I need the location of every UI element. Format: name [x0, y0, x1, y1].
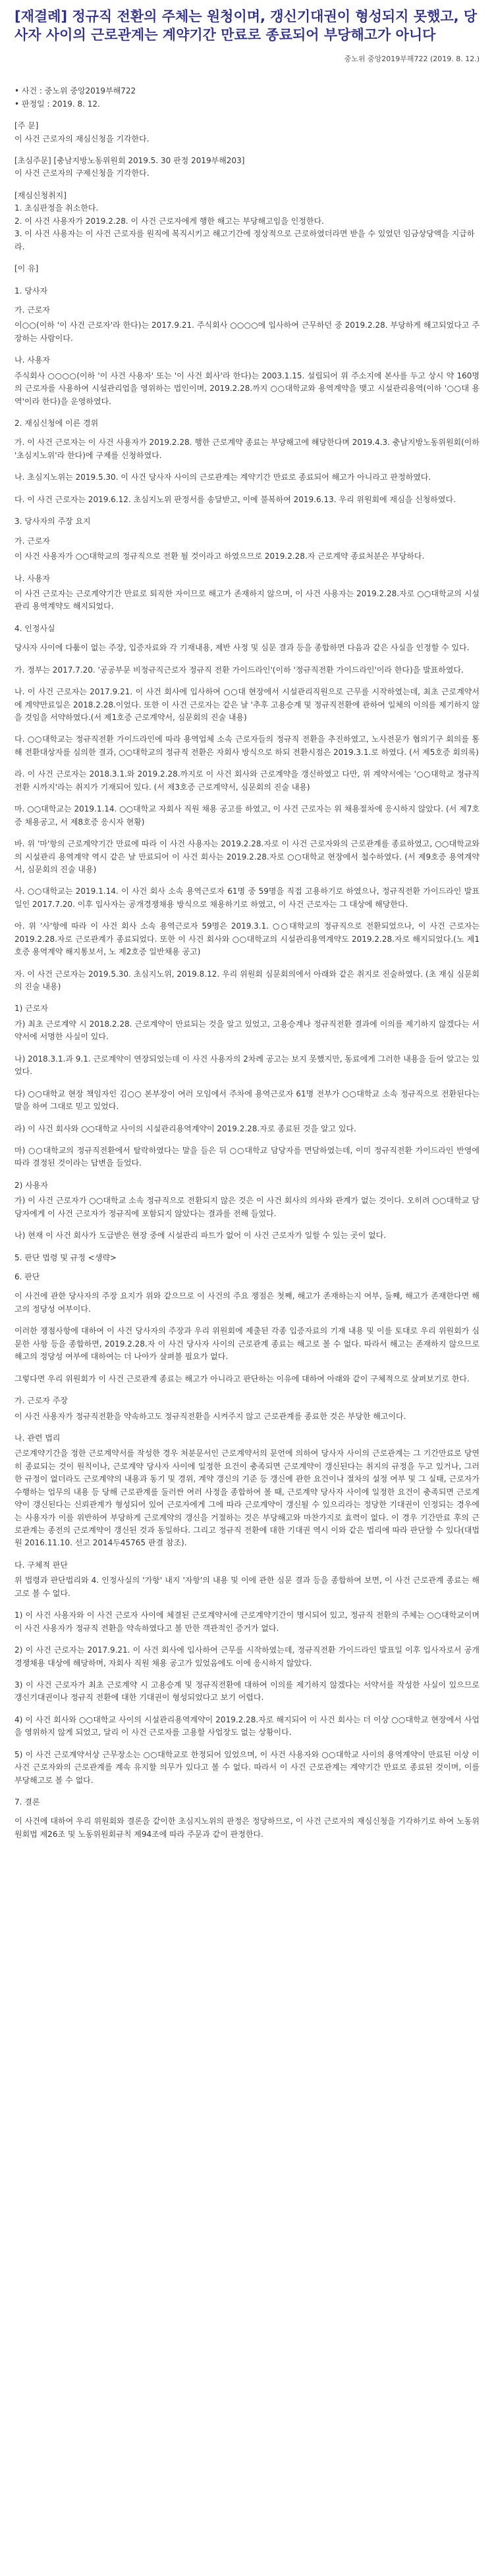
- body-paragraph: 이 사건 사용자가 ○○대학교의 정규직으로 전환 될 것이라고 하였으므로 2019.2.28.자 근로계약 종료처분은 부당하다.: [14, 552, 425, 561]
- subsection-heading: 가. 근로자 주장: [14, 1396, 68, 1406]
- body-paragraph: 이 사건 근로자는 근로계약기간 만료로 퇴직한 자이므로 해고가 존재하지 않으며, 이 사건 사용자는 2019.2.28.자로 ○○대학교의 시설관리 용역계약도 해지되었다.: [14, 588, 480, 611]
- body-paragraph: 나. 초심지노위는 2019.5.30. 이 사건 당사자 사이의 근로관계는 계약기간 만료로 종료되어 해고가 아니라고 판정하였다.: [14, 473, 431, 482]
- body-paragraph: 근로계약기간을 정한 근로계약서를 작성한 경우 처분문서인 근로계약서의 문언에 의하여 당사자 사이의 근로관계는 그 기간만료로 당연히 종료되는 것이 원칙이나, 근로계약 당사자 사이에 일정한 요건이 충족되면 근로계약이 갱신된다는 취지의 규정을 두고 있거나, 그러한 규정이 없더라도 근로계약의 내용과 동기 및 경위, 계약 갱신의 기준 등 갱신에 관한 요건이나 절차의 설정 여부 및 그 실태, 근로자가 수행하는 업무의 내용 등 당해 근로관계를 둘러싼 여러 사정을 종합하여 볼 때, 근로계약 당사자 사이에 일정한 요건이 충족되면 근로계약이 갱신된다는 신뢰관계가 형성되어 있어 근로자에게 그에 따라 근로계약이 갱신될 수 있으리라는 정당한 기대권이 인정되는 경우에는 사용자가 이를 위반하여 부당하게 근로계약의 갱신을 거절하는 것은 부당해고와 마찬가지로 효력이 없다. 이 경우 기간만료 후의 근로관계는 종전의 근로계약이 갱신된 것과 동일하다. 그리고 정규직 전환에 대한 기대권 역시 이와 같은 법리에 따라 판단할 수 있다(대법원 2016.11.10. 선고 2014두45765 판결 참조).: [14, 1449, 480, 1548]
- body-paragraph: 다) ○○대학교 현장 책임자인 김○○ 본부장이 여러 모임에서 주차에 용역근로자 61명 전부가 ○○대학교 소속 정규직으로 전환된다는 말을 하여 그대로 믿고 있었다.: [14, 1089, 480, 1112]
- body-paragraph: 마) ○○대학교의 정규직전환에서 탈락하였다는 말을 들은 뒤 ○○대학교 담당자를 면담하였는데, 이미 정규직전환 가이드라인 반영에 따라 결정된 것이라는 답변을 들었다.: [14, 1145, 480, 1168]
- body-paragraph: 마. ○○대학교는 2019.1.14. ○○대학교 자회사 직원 채용 공고를 하였고, 이 사건 근로자는 위 채용절차에 응시하지 않았다. (서 제7호증 채용공고, 서 제8호증 응시자 현황): [14, 804, 480, 827]
- body-paragraph: 위 법령과 판단법리와 4. 인정사실의 '가항' 내지 '자항'의 내용 및 이에 관한 심문 결과 등을 종합하여 보면, 이 사건 근로관계 종료는 해고로 볼 수 없다.: [14, 1576, 480, 1598]
- body-paragraph: 2) 이 사건 근로자는 2017.9.21. 이 사건 회사에 입사하여 근무를 시작하였는데, 정규직전환 가이드라인 발표일 이후 입사자로서 공개경쟁채용 대상에 해당하며, 자회사 직원 채용 공고가 있었음에도 이에 응시하지 않았다.: [14, 1645, 480, 1668]
- case-number: 중노위 중앙2019부해722 (2019. 8. 12.): [344, 55, 480, 64]
- body-paragraph: 가) 이 사건 근로자가 ○○대학교 소속 정규직으로 전환되지 않은 것은 이 사건 회사의 의사와 관계가 없는 것이다. 오히려 ○○대학교 담당자에게 이 사건 근로자가 정규직에 포함되지 않았다는 결과를 전해 들었다.: [14, 1196, 480, 1218]
- subsection-heading: 다. 구체적 판단: [14, 1560, 68, 1570]
- body-paragraph: 이 사건에 대하여 우리 위원회와 결론을 같이한 초심지노위의 판정은 정당하므로, 이 사건 근로자의 재심신청을 기각하기로 하여 노동위원회법 제26조 및 노동위원회규칙 제94조에 따라 주문과 같이 판정한다.: [14, 1816, 480, 1839]
- body-paragraph: 가. 정부는 2017.7.20. '공공부문 비정규직근로자 정규직 전환 가이드라인'(이하 '정규직전환 가이드라인'이라 한다)을 발표하였다.: [14, 665, 464, 675]
- document-title: [재결례] 정규직 전환의 주체는 원청이며, 갱신기대권이 형성되지 못했고, 당사자 사이의 근로관계는 계약기간 만료로 종료되어 부당해고가 아니다: [14, 9, 478, 43]
- section-heading: 6. 판단: [14, 1272, 40, 1281]
- request-item: 2. 이 사건 사용자가 2019.2.28. 이 사건 근로자에게 행한 해고는 부당해고임을 인정한다.: [14, 216, 324, 226]
- subsection-heading: 나. 관련 법리: [14, 1433, 61, 1443]
- body-paragraph: 바. 위 '마'항의 근로계약기간 만료에 따라 이 사건 사용자는 2019.2.28.자로 이 사건 근로자와의 근로관계를 종료하였고, ○○대학교와의 시설관리 용역계약 역시 같은 날 만료되어 이 사건 회사는 2019.2.28.자로 ○○대학교 현장에서 철수하였다. (서 제9호증 용역계약서, 심문회의 진술 내용): [14, 839, 480, 874]
- body-paragraph: 4) 이 사건 회사와 ○○대학교 사이의 시설관리용역계약이 2019.2.28.자로 해지되어 이 사건 회사는 더 이상 ○○대학교 현장에서 사업을 영위하지 않게 되었고, 달리 이 사건 근로자를 고용할 사업장도 없는 상황이다.: [14, 1714, 480, 1738]
- body-paragraph: 이러한 쟁점사항에 대하여 이 사건 당사자의 주장과 우리 위원회에 제출된 각종 입증자료의 기재 내용 및 이를 토대로 우리 위원회가 심문한 사항 등을 종합하면, 2019.2.28.자 이 사건 당사자 사이의 근로관계 종료는 해고로 볼 수 없다. 따라서 해고는 존재하지 않으므로 해고의 정당성 여부에 대하여는 더 나아가 살펴볼 필요가 없다.: [14, 1326, 480, 1362]
- section-heading: 7. 결론: [14, 1797, 40, 1807]
- body-paragraph: 라) 이 사건 회사와 ○○대학교 사이의 시설관리용역계약이 2019.2.28.자로 종료된 것을 알고 있다.: [14, 1123, 356, 1133]
- case-meta: [14, 85, 480, 111]
- sub-subsection-heading: 1) 근로자: [14, 1004, 48, 1014]
- initial-decision-header: [초심주문] [충남지방노동위원회 2019.5. 30 판정 2019부해203]: [14, 156, 245, 165]
- body-paragraph: 당사자 사이에 다툼이 없는 주장, 입증자료와 각 기재내용, 제반 사정 및 심문 결과 등을 종합하면 다음과 같은 사실을 인정할 수 있다.: [14, 643, 470, 653]
- section-heading: 1. 당사자: [14, 286, 48, 296]
- subsection-heading: 나. 사용자: [14, 355, 50, 365]
- request-header: [재심신청취지]: [14, 190, 67, 200]
- request-block: [14, 190, 480, 253]
- body-paragraph: 나) 2018.3.1.과 9.1. 근로계약이 연장되었는데 이 사건 사용자의 2차례 공고는 보지 못했지만, 동료에게 그러한 내용을 들어 알고는 있었다.: [14, 1054, 480, 1077]
- holding-block: [14, 120, 480, 145]
- body-paragraph: 다. ○○대학교는 정규직전환 가이드라인에 따라 용역업체 소속 근로자들의 정규직 전환을 추진하였고, 노사전문가 협의기구 회의를 통해 전환대상자를 심의한 결과, ○○대학교의 정규직 전환은 자회사 방식으로 하되 전환시점은 2019.3.1.로 하였다. (서 제5호증 회의록): [14, 734, 480, 757]
- initial-decision-block: [14, 155, 480, 180]
- body-paragraph: 5) 이 사건 근로계약서상 근무장소는 ○○대학교로 한정되어 있었으며, 이 사건 사용자와 ○○대학교 사이의 용역계약이 만료된 이상 이 사건 근로자와의 근로관계를 계속 유지할 의무가 있다고 볼 수 없다. 따라서 이 사건 근로관계는 계약기간 만료로 종료된 것이며, 이를 부당해고로 볼 수 없다.: [14, 1749, 480, 1785]
- meta-date: • 판정일 : 2019. 8. 12.: [14, 99, 100, 109]
- holding-header: [주 문]: [14, 121, 39, 131]
- section-heading: 5. 판단 법령 및 규정 <생략>: [14, 1252, 117, 1262]
- body-paragraph: 3) 이 사건 근로자가 최초 근로계약 시 고용승계 및 정규직전환에 대하여 이의를 제기하지 않겠다는 서약서를 작성한 사실이 있으므로 갱신기대권이나 정규직 전환에 대한 기대권이 형성되었다고 보기 어렵다.: [14, 1680, 480, 1703]
- body-paragraph: 나) 현재 이 사건 회사가 도급받은 현장 중에 시설관리 파트가 없어 이 사건 근로자가 일할 수 있는 곳이 없다.: [14, 1231, 387, 1241]
- body-paragraph: 라. 이 사건 근로자는 2018.3.1.와 2019.2.28.까지로 이 사건 회사와 근로계약을 갱신하였고 다만, 위 계약서에는 '○○대학교 정규직 전환 시까지'라는 취지가 기재되어 있다. (서 제3호증 근로계약서, 심문회의 진술 내용): [14, 769, 480, 792]
- subsection-heading: 가. 근로자: [14, 536, 50, 546]
- body-paragraph: 나. 이 사건 근로자는 2017.9.21. 이 사건 회사에 입사하여 ○○대 현장에서 시설관리직원으로 근무를 시작하였는데, 최초 근로계약서에 계약만료일은 2018.2.28.이었다. 또한 이 사건 근로자는 같은 날 '추후 고용승계 및 정규직전환에 관하여 일체의 이의를 제기하지 않을 것임을 서약하였다.(서 제1호증 근로계약서, 심문회의 진술 내용): [14, 687, 480, 722]
- body-paragraph: 1) 이 사건 사용자와 이 사건 근로자 사이에 체결된 근로계약서에 근로계약기간이 명시되어 있고, 정규직 전환의 주체는 ○○대학교이며 이 사건 사용자가 정규직 전환을 약속하였다고 볼 만한 객관적인 증거가 없다.: [14, 1610, 480, 1633]
- body-paragraph: 이○○(이하 '이 사건 근로자'라 한다)는 2017.9.21. 주식회사 ○○○○에 입사하여 근무하던 중 2019.2.28. 부당하게 해고되었다고 주장하는 사람이다.: [14, 321, 480, 343]
- body-paragraph: 이 사건 사용자가 정규직전환을 약속하고도 정규직전환을 시켜주지 않고 근로관계를 종료한 것은 부당한 해고이다.: [14, 1411, 406, 1421]
- holding-text: 이 사건 근로자의 재심신청을 기각한다.: [14, 134, 150, 143]
- request-item: 1. 초심판정을 취소한다.: [14, 203, 99, 213]
- initial-decision-text: 이 사건 근로자의 구제신청을 기각한다.: [14, 168, 150, 178]
- section-heading: 3. 당사자의 주장 요지: [14, 517, 91, 527]
- subsection-heading: 나. 사용자: [14, 573, 50, 583]
- section-heading: 4. 인정사실: [14, 623, 55, 633]
- reason-header-block: [14, 263, 480, 275]
- sub-subsection-heading: 2) 사용자: [14, 1180, 48, 1190]
- body-paragraph: 아. 위 '사'항에 따라 이 사건 회사 소속 용역근로자 59명은 2019.3.1. ○○대학교의 정규직으로 전환되었으나, 이 사건 근로자는 2019.2.28.자로 근로관계가 종료되었다. 또한 이 사건 회사와 ○○대학교의 시설관리용역계약도 2019.2.28.자로 해지되었다.(노 제1호증 용역계약 해지통보서, 노 제2호증 일반채용 공고): [14, 921, 480, 957]
- request-item: 3. 이 사건 사용자는 이 사건 근로자를 원직에 복직시키고 해고기간에 정상적으로 근로하였더라면 받을 수 있었던 임금상당액을 지급하라.: [14, 229, 475, 251]
- body-paragraph: 가. 이 사건 근로자는 이 사건 사용자가 2019.2.28. 행한 근로계약 종료는 부당해고에 해당한다며 2019.4.3. 충남지방노동위원회(이하 '초심지노위'라 한다)에 구제를 신청하였다.: [14, 438, 480, 460]
- reasoning-body: [14, 285, 480, 1842]
- meta-case: • 사건 : 중노위 중앙2019부해722: [14, 86, 136, 96]
- body-paragraph: 이 사건에 관한 당사자의 주장 요지가 위와 같으므로 이 사건의 주요 쟁점은 첫째, 해고가 존재하는지 여부, 둘째, 해고가 존재한다면 해고의 정당성 여부이다.: [14, 1291, 480, 1314]
- body-paragraph: 자. 이 사건 근로자는 2019.5.30. 초심지노위, 2019.8.12. 우리 위원회 심문회의에서 아래와 같은 취지로 진술하였다. (초 재심 심문회의 진술 내용): [14, 969, 480, 991]
- section-heading: 2. 재심신청에 이른 경위: [14, 419, 99, 428]
- reason-header: [이 유]: [14, 264, 39, 274]
- body-paragraph: 그렇다면 우리 위원회가 이 사건 근로관계 종료는 해고가 아니라고 판단하는 이유에 대하여 아래와 같이 구체적으로 살펴보기로 한다.: [14, 1374, 470, 1383]
- body-paragraph: 가) 최초 근로계약 시 2018.2.28. 근로계약이 만료되는 것을 알고 있었고, 고용승계나 정규직전환 결과에 이의를 제기하지 않겠다는 서약서에 서명한 사실이 있다.: [14, 1019, 480, 1042]
- body-paragraph: 다. 이 사건 근로자는 2019.6.12. 초심지노위 판정서를 송달받고, 이에 불복하여 2019.6.13. 우리 위원회에 재심을 신청하였다.: [14, 494, 456, 504]
- body-paragraph: 주식회사 ○○○○(이하 '이 사건 사용자' 또는 '이 사건 회사'라 한다)는 2003.1.15. 설립되어 위 주소지에 본사를 두고 상시 약 160명의 근로자를 사용하여 시설관리업을 영위하는 법인이며, 2019.2.28.까지 ○○대학교와 용역계약을 맺고 시설관리용역(이하 '○○대 용역'이라 한다)을 운영하였다.: [14, 371, 480, 406]
- body-paragraph: 사. ○○대학교는 2019.1.14. 이 사건 회사 소속 용역근로자 61명 중 59명을 직접 고용하기로 하였으나, 정규직전환 가이드라인 발표일인 2017.7.20. 이후 입사자는 공개경쟁채용 방식으로 채용하기로 하였고, 이 사건 근로자는 그 대상에 해당한다.: [14, 887, 480, 909]
- subsection-heading: 가. 근로자: [14, 305, 50, 315]
